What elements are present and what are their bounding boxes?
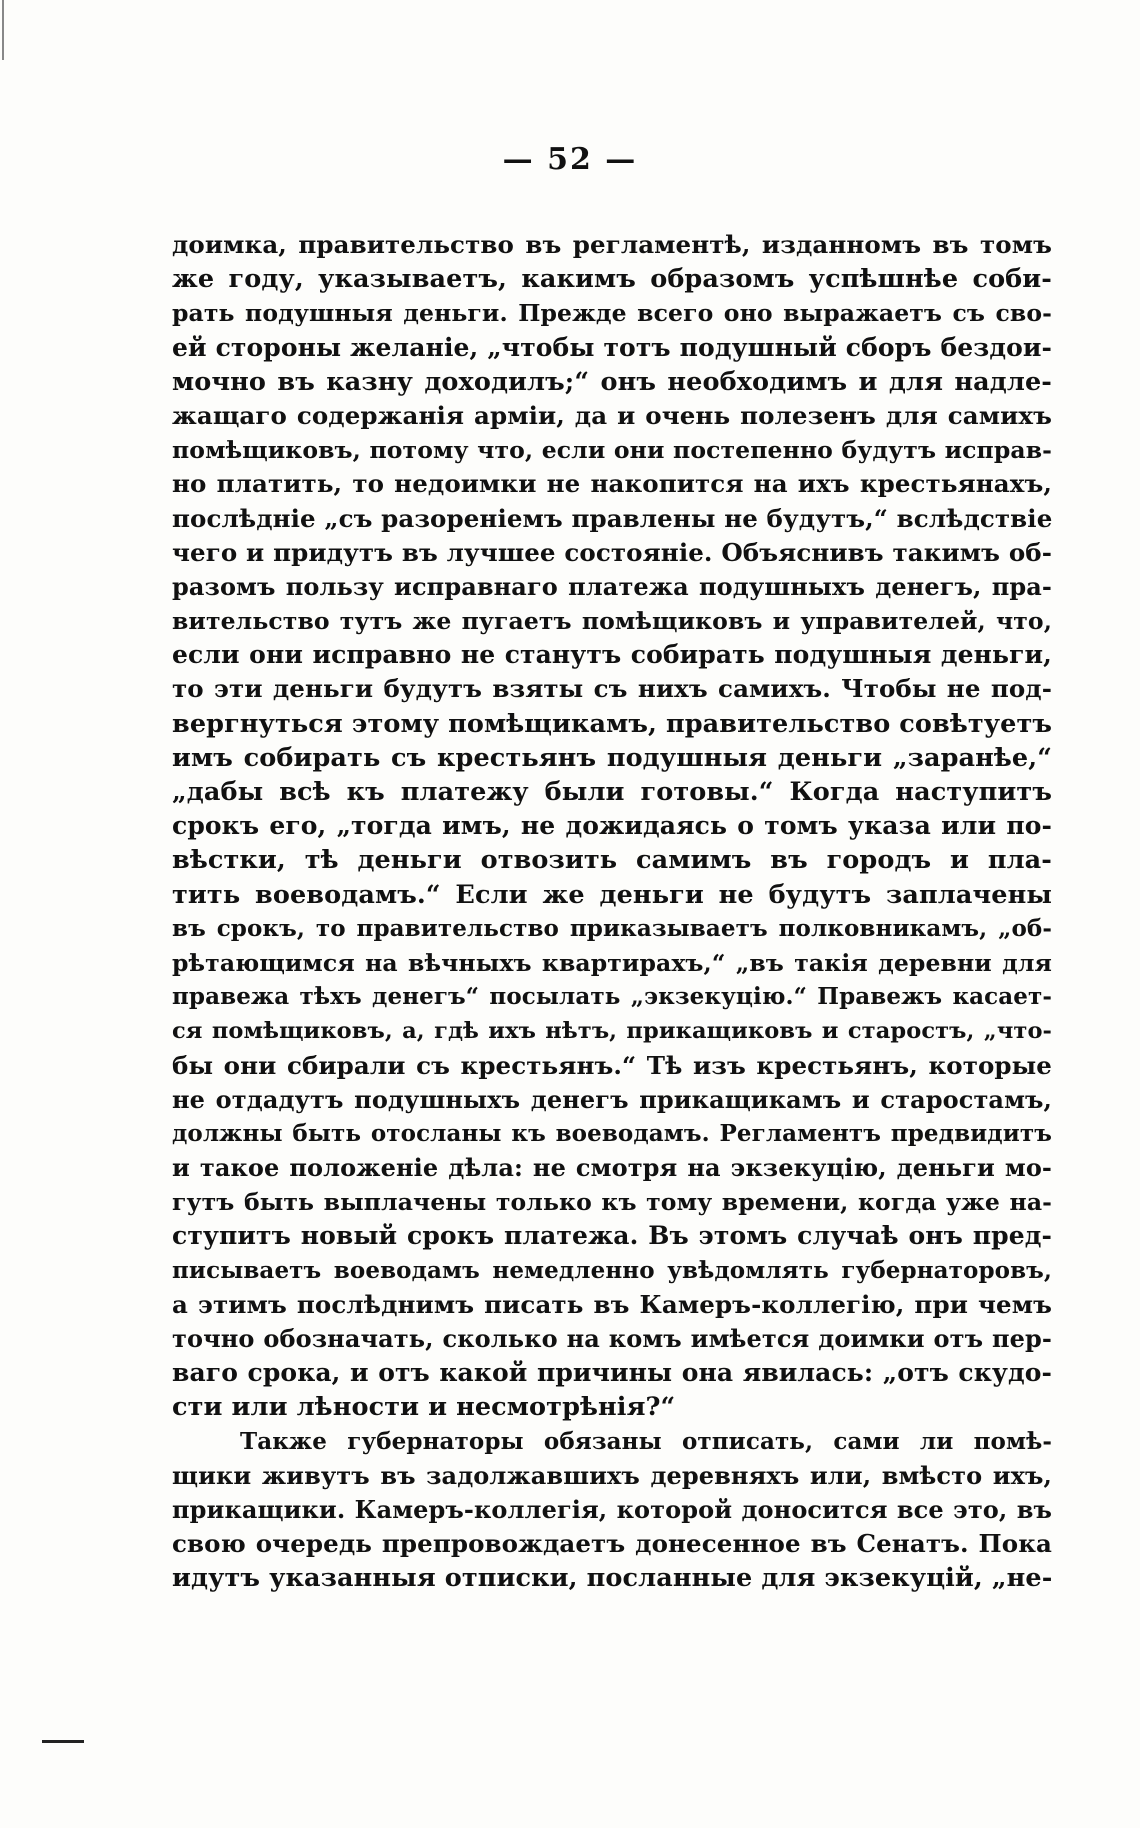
scan-bottom-mark bbox=[42, 1740, 84, 1743]
text-line: имъ собирать съ крестьянъ подушныя деньги „заранѣе,“ bbox=[172, 742, 1052, 773]
scan-edge-mark bbox=[2, 0, 4, 60]
text-line: рѣтающимся на вѣчныхъ квартирахъ,“ „въ такія деревни для bbox=[172, 948, 1052, 977]
text-line: ступитъ новый срокъ платежа. Въ этомъ случаѣ онъ пред- bbox=[172, 1221, 1052, 1251]
text-line: „дабы всѣ къ платежу были готовы.“ Когда наступитъ bbox=[172, 777, 1052, 807]
text-line: бы они сбирали съ крестьянъ.“ Тѣ изъ крестьянъ, которые bbox=[172, 1050, 1052, 1080]
text-line: свою очередь препровождаетъ донесенное въ Сенатъ. Пока bbox=[172, 1529, 1052, 1559]
text-line: точно обозначать, сколько на комъ имѣется доимки отъ пер- bbox=[172, 1324, 1052, 1353]
text-line: писываетъ воеводамъ немедленно увѣдомлять губернаторовъ, bbox=[172, 1256, 1052, 1284]
text-line: жащаго содержанія арміи, да и очень полезенъ для самихъ bbox=[172, 400, 1052, 430]
text-line: не отдадутъ подушныхъ денегъ прикащикамъ и старостамъ, bbox=[172, 1084, 1052, 1114]
text-line: если они исправно не станутъ собирать подушныя деньги, bbox=[172, 640, 1052, 670]
text-line: ваго срока, и отъ какой причины она явилась: „отъ скудо- bbox=[172, 1358, 1052, 1388]
text-line: гутъ быть выплачены только къ тому времени, когда уже на- bbox=[172, 1188, 1052, 1217]
text-line: прикащики. Камеръ-коллегія, которой доносится все это, въ bbox=[172, 1494, 1052, 1524]
text-line: мочно въ казну доходилъ;“ онъ необходимъ и для надле- bbox=[172, 366, 1052, 397]
text-line: идутъ указанныя отписки, посланные для экзекуцій, „не- bbox=[172, 1563, 1053, 1594]
text-line: щики живутъ въ задолжавшихъ деревняхъ или, вмѣсто ихъ, bbox=[172, 1460, 1052, 1490]
text-line: же году, указываетъ, какимъ образомъ успѣшнѣе соби- bbox=[172, 264, 1052, 295]
text-line: рать подушныя деньги. Прежде всего оно выражаетъ съ сво- bbox=[172, 299, 1052, 328]
paragraph-start-line: Также губернаторы обязаны отписать, сами ли помѣ- bbox=[240, 1427, 1052, 1455]
text-line: разомъ пользу исправнаго платежа подушныхъ денегъ, пра- bbox=[172, 571, 1052, 601]
text-line: должны быть отосланы къ воеводамъ. Регламентъ предвидитъ bbox=[172, 1119, 1052, 1147]
text-line: вительство тутъ же пугаетъ помѣщиковъ и управителей, что, bbox=[172, 607, 1052, 636]
text-line: то эти деньги будутъ взяты съ нихъ самихъ. Чтобы не под- bbox=[172, 674, 1052, 704]
text-line: срокъ его, „тогда имъ, не дожидаясь о томъ указа или по- bbox=[172, 811, 1052, 841]
text-line: чего и придутъ въ лучшее состояніе. Объяснивъ такимъ об- bbox=[172, 537, 1052, 567]
text-line: а этимъ послѣднимъ писать въ Камеръ-коллегію, при чемъ bbox=[172, 1289, 1052, 1319]
text-line: но платить, то недоимки не накопится на ихъ крестьянахъ, bbox=[172, 469, 1052, 499]
text-line: и такое положеніе дѣла: не смотря на экзекуцію, деньги мо- bbox=[172, 1153, 1052, 1183]
text-line: послѣдніе „съ разореніемъ правлены не будутъ,“ вслѣдствіе bbox=[172, 503, 1053, 533]
text-line: помѣщиковъ, потому что, если они постепенно будутъ исправ- bbox=[172, 436, 1052, 465]
text-line: сти или лѣности и несмотрѣнія?“ bbox=[172, 1392, 676, 1423]
text-line: ей стороны желаніе, „чтобы тотъ подушный сборъ бездои- bbox=[172, 332, 1052, 362]
text-line: вѣстки, тѣ деньги отвозить самимъ въ городъ и пла- bbox=[172, 845, 1052, 876]
text-line: ся помѣщиковъ, а, гдѣ ихъ нѣтъ, прикащиковъ и старостъ, „что- bbox=[172, 1018, 1052, 1045]
text-line: доимка, правительство въ регламентѣ, изданномъ въ томъ bbox=[172, 230, 1052, 259]
body-text bbox=[172, 228, 1052, 1596]
text-line: въ срокъ, то правительство приказываетъ полковникамъ, „об- bbox=[172, 914, 1052, 942]
text-line: тить воеводамъ.“ Если же деньги не будутъ заплачены bbox=[172, 879, 1052, 910]
text-line: вергнуться этому помѣщикамъ, правительство совѣтуетъ bbox=[172, 708, 1053, 739]
text-line: правежа тѣхъ денегъ“ посылать „экзекуцію.“ Правежъ касает- bbox=[172, 983, 1052, 1011]
page-number: — 52 — bbox=[502, 142, 638, 177]
